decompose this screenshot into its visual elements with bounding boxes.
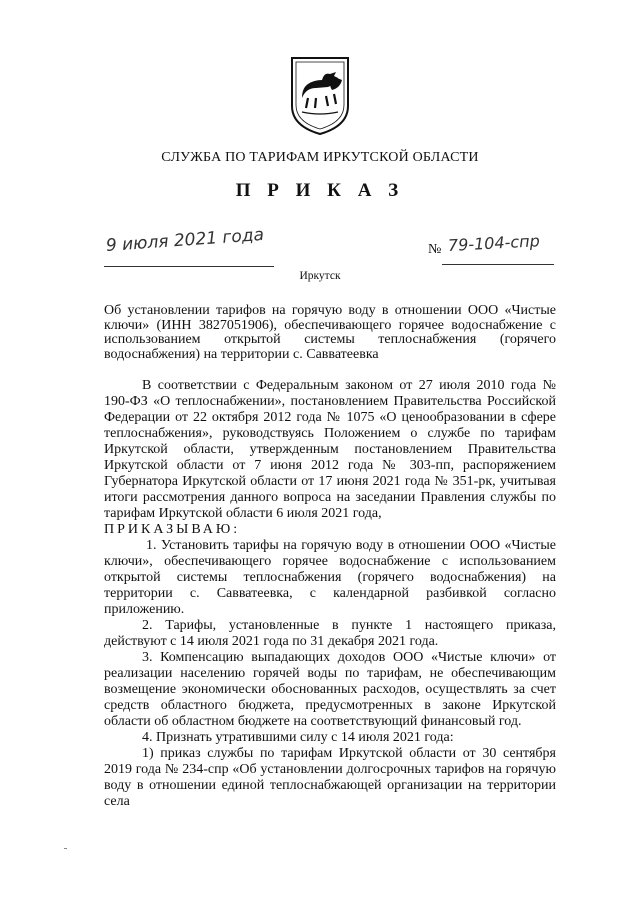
order-number-handwritten: 79-104-спр	[447, 231, 541, 255]
preamble-paragraph: В соответствии с Федеральным законом от 27 июля 2010 года № 190-ФЗ «О теплоснабжении», постановлением Правительства Российской Федерации от 22 октября 2012 года № 1075 «О ценообразовании в сфере теплоснабжения», руководствуясь Положением о службе по тарифам Иркутской области, утвержденным постановлением Правительства Иркутской области от 7 июня 2012 года № 303-пп, распоряжением Губернатора Иркутской области от 17 июня 2021 года № 351-рк, учитывая итоги рассмотрения данного вопроса на заседании Правления службы по тарифам Иркутской области 6 июля 2021 года,	[104, 378, 556, 521]
order-body	[104, 378, 556, 810]
order-subject: Об установлении тарифов на горячую воду в отношении ООО «Чистые ключи» (ИНН 3827051906), обеспечивающего горячее водоснабжение с использованием открытой системы теплоснабжения (горячего водоснабжения) на территории с. Савватеевка	[104, 303, 556, 362]
date-handwritten: 9 июля 2021 года	[105, 224, 265, 256]
order-number-label: №	[428, 242, 442, 257]
order-word: ПРИКАЗЫВАЮ:	[104, 522, 241, 537]
order-item-4: 4. Признать утратившими силу с 14 июля 2021 года:	[142, 730, 454, 745]
number-underline	[442, 254, 554, 265]
order-item-1: 1. Установить тарифы на горячую воду в отношении ООО «Чистые ключи», обеспечивающего горячее водоснабжение с использованием открытой системы теплоснабжения (горячего водоснабжения) на территории с. Савватеевка, с календарной разбивкой согласно приложению.	[104, 538, 556, 617]
city-name: Иркутск	[299, 270, 341, 282]
order-title: П Р И К А З	[235, 180, 405, 201]
order-item-4-1: 1) приказ службы по тарифам Иркутской области от 30 сентября 2019 года № 234-спр «Об установлении долгосрочных тарифов на горячую воду в отношении единой теплоснабжающей организации на территории села	[104, 746, 556, 809]
scan-speck	[64, 848, 67, 849]
agency-name: СЛУЖБА ПО ТАРИФАМ ИРКУТСКОЙ ОБЛАСТИ	[161, 150, 479, 165]
order-item-3: 3. Компенсацию выпадающих доходов ООО «Чистые ключи» от реализации населению горячей воды по тарифам, не обеспечивающим возмещение экономически обоснованных расходов, осуществлять за счет средств областного бюджета, предусмотренных в законе Иркутской области об областном бюджете на соответствующий финансовый год.	[104, 650, 556, 729]
order-item-2: 2. Тарифы, установленные в пункте 1 настоящего приказа, действуют с 14 июля 2021 года по 31 декабря 2021 года.	[104, 618, 556, 649]
coat-of-arms-icon	[288, 54, 352, 138]
